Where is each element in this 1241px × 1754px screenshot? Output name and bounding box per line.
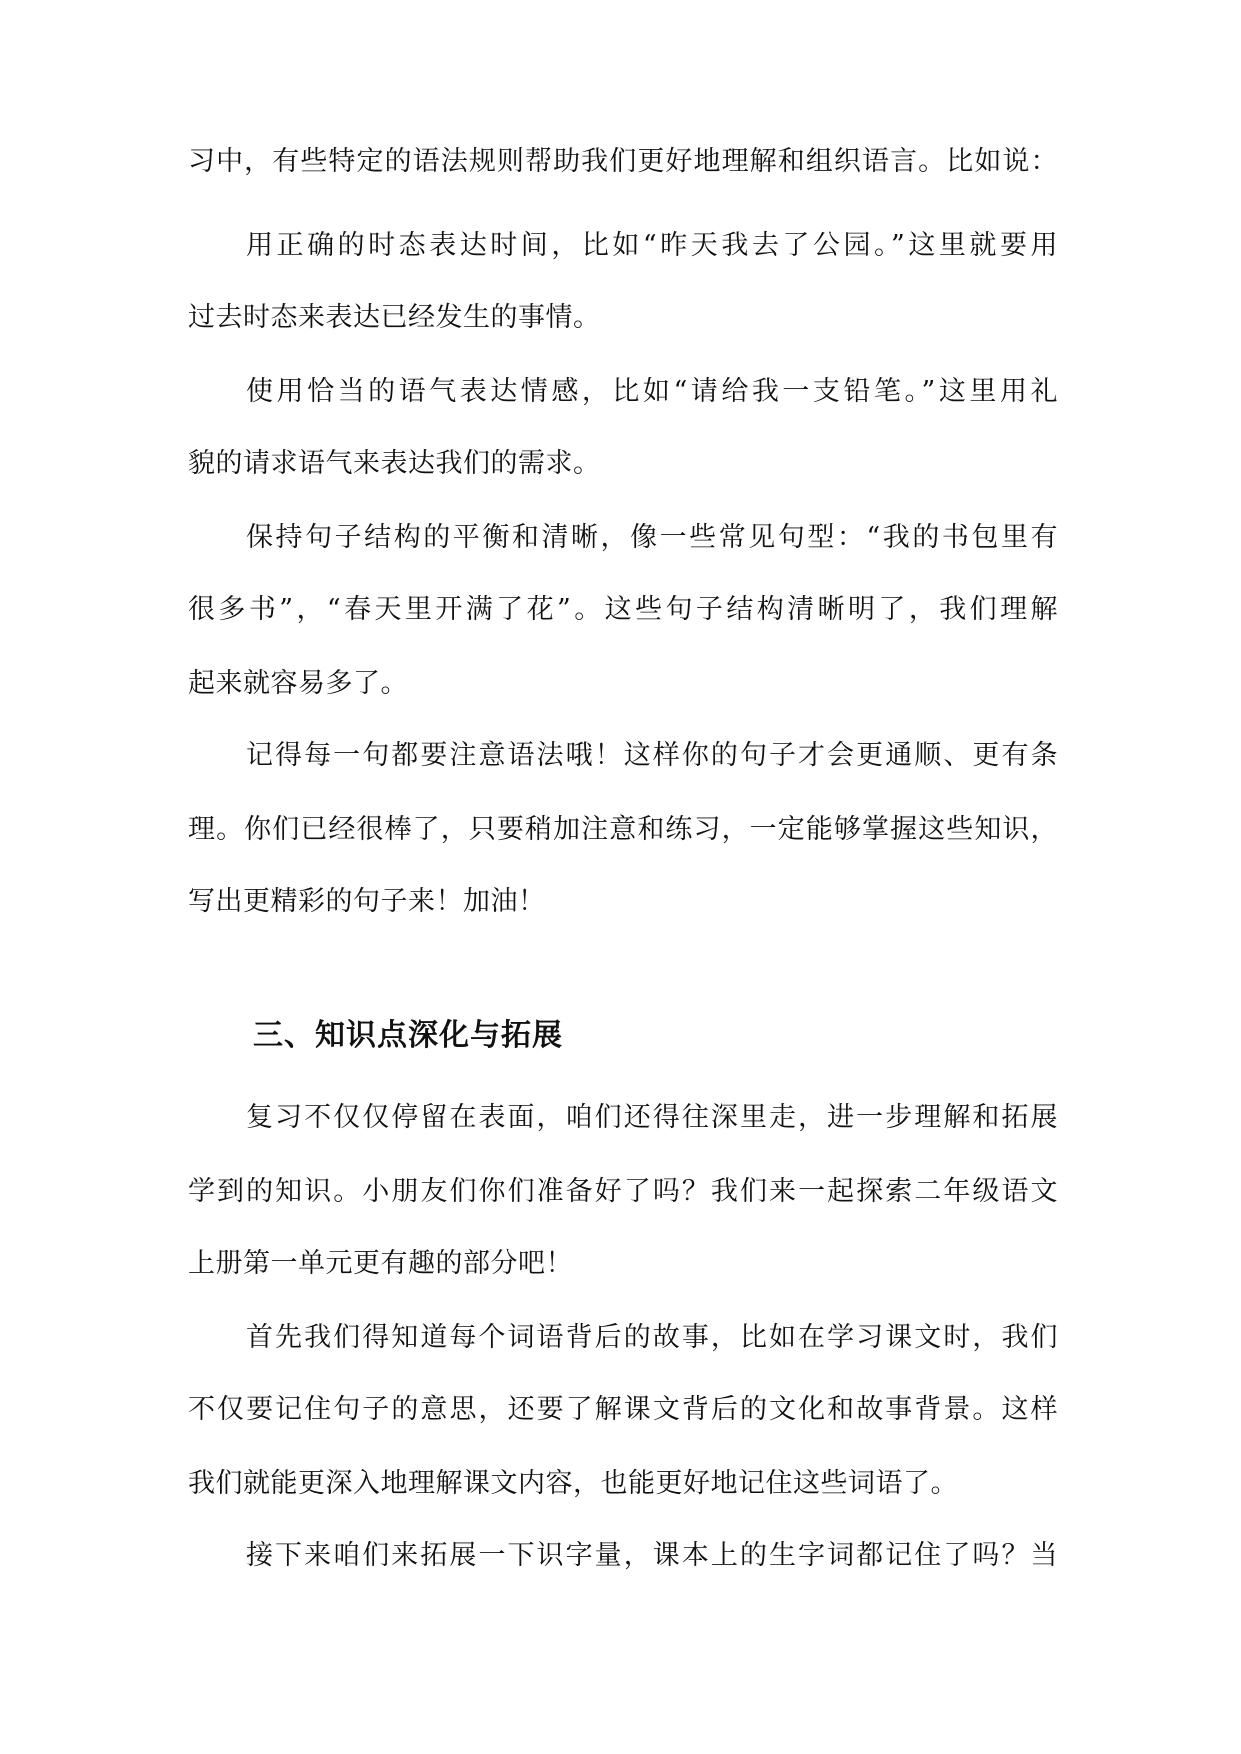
text-line: 保持句子结构的平衡和清晰，像一些常见句型：“我的书包里有 (246, 522, 1058, 553)
text-line: 写出更精彩的句子来！加油！ (188, 886, 546, 917)
text-line: 学到的知识。小朋友们你们准备好了吗？我们来一起探索二年级语文 (188, 1176, 1058, 1207)
text-line: 记得每一句都要注意语法哦！这样你的句子才会更通顺、更有条 (246, 740, 1058, 771)
text-line: 上册第一单元更有趣的部分吧！ (188, 1248, 573, 1279)
text-line: 不仅要记住句子的意思，还要了解课文背后的文化和故事背景。这样 (188, 1394, 1058, 1425)
text-line: 很多书”，“春天里开满了花”。这些句子结构清晰明了，我们理解 (188, 594, 1058, 625)
text-line: 接下来咱们来拓展一下识字量，课本上的生字词都记住了吗？当 (246, 1540, 1058, 1571)
text-line: 我们就能更深入地理解课文内容，也能更好地记住这些词语了。 (188, 1468, 958, 1499)
section-heading: 三、知识点深化与拓展 (253, 1018, 563, 1053)
text-line: 理。你们已经很棒了，只要稍加注意和练习，一定能够掌握这些知识， (188, 814, 1058, 845)
text-line: 过去时态来表达已经发生的事情。 (188, 302, 601, 333)
text-line: 复习不仅仅停留在表面，咱们还得往深里走，进一步理解和拓展 (246, 1102, 1058, 1133)
text-line: 起来就容易多了。 (188, 668, 408, 699)
text-line: 首先我们得知道每个词语背后的故事，比如在学习课文时，我们 (246, 1322, 1058, 1353)
text-line: 用正确的时态表达时间，比如“昨天我去了公园。”这里就要用 (246, 230, 1058, 261)
text-line: 使用恰当的语气表达情感，比如“请给我一支铅笔。”这里用礼 (246, 376, 1058, 407)
text-line: 貌的请求语气来表达我们的需求。 (188, 448, 601, 479)
text-line: 习中，有些特定的语法规则帮助我们更好地理解和组织语言。比如说： (188, 146, 1058, 177)
